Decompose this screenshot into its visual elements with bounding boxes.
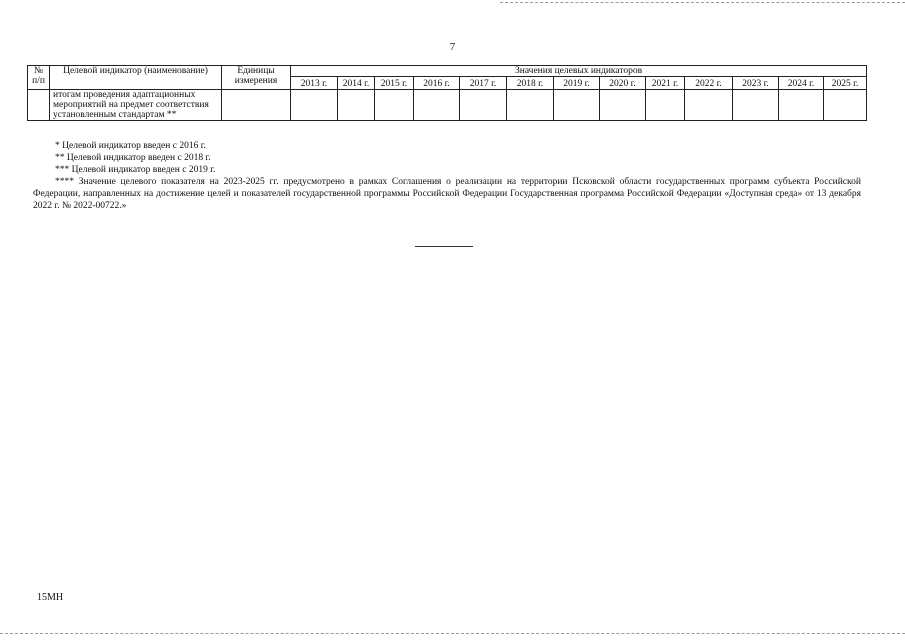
cell-value xyxy=(646,90,685,121)
indicators-table xyxy=(27,65,867,121)
footnote-4: **** Значение целевого показателя на 2023-2025 гг. предусмотрено в рамках Соглашения о реализации на территории Псковской области государственных программ субъекта Российской Федерации, направленных на достижение целей и показателей государственной программы Российской Федерации Государственная программа Российской Федерации «Доступная среда» от 13 декабря 2022 г. № 2022-00722.» xyxy=(33,177,861,211)
header-values: Значения целевых индикаторов xyxy=(291,66,867,77)
header-year: 2019 г. xyxy=(554,77,600,90)
cell-number xyxy=(28,90,50,121)
cell-value xyxy=(733,90,779,121)
header-year: 2017 г. xyxy=(460,77,507,90)
header-units: Единицы измерения xyxy=(222,66,291,90)
footnote-2: ** Целевой индикатор введен с 2018 г. xyxy=(55,153,211,163)
header-year: 2015 г. xyxy=(375,77,414,90)
cell-indicator: итогам проведения адаптационных мероприятий на предмет соответствия установленным стандартам ** xyxy=(50,90,222,121)
cell-value xyxy=(338,90,375,121)
header-year: 2025 г. xyxy=(824,77,867,90)
cell-value xyxy=(685,90,733,121)
cell-value xyxy=(375,90,414,121)
table-row xyxy=(28,90,867,121)
cell-value xyxy=(554,90,600,121)
header-year: 2024 г. xyxy=(779,77,824,90)
end-rule xyxy=(415,246,473,247)
cell-value xyxy=(460,90,507,121)
header-indicator: Целевой индикатор (наименование) xyxy=(50,66,222,90)
header-year: 2013 г. xyxy=(291,77,338,90)
cell-value xyxy=(507,90,554,121)
footnotes xyxy=(33,140,861,212)
header-number: № п/п xyxy=(28,66,50,90)
cell-units xyxy=(222,90,291,121)
table-header-row xyxy=(28,66,867,77)
header-year: 2023 г. xyxy=(733,77,779,90)
header-year: 2022 г. xyxy=(685,77,733,90)
header-year: 2016 г. xyxy=(414,77,460,90)
cell-value xyxy=(414,90,460,121)
page-number: 7 xyxy=(449,41,456,53)
footnote-3: *** Целевой индикатор введен с 2019 г. xyxy=(55,165,216,175)
header-year: 2018 г. xyxy=(507,77,554,90)
header-year: 2014 г. xyxy=(338,77,375,90)
document-code: 15МН xyxy=(37,592,64,603)
header-year: 2020 г. xyxy=(600,77,646,90)
cell-value xyxy=(291,90,338,121)
footnote-1: * Целевой индикатор введен с 2016 г. xyxy=(55,141,206,151)
scan-edge-bottom xyxy=(0,633,905,634)
cell-value xyxy=(600,90,646,121)
cell-value xyxy=(824,90,867,121)
header-year: 2021 г. xyxy=(646,77,685,90)
cell-value xyxy=(779,90,824,121)
scan-edge-top xyxy=(500,2,905,3)
